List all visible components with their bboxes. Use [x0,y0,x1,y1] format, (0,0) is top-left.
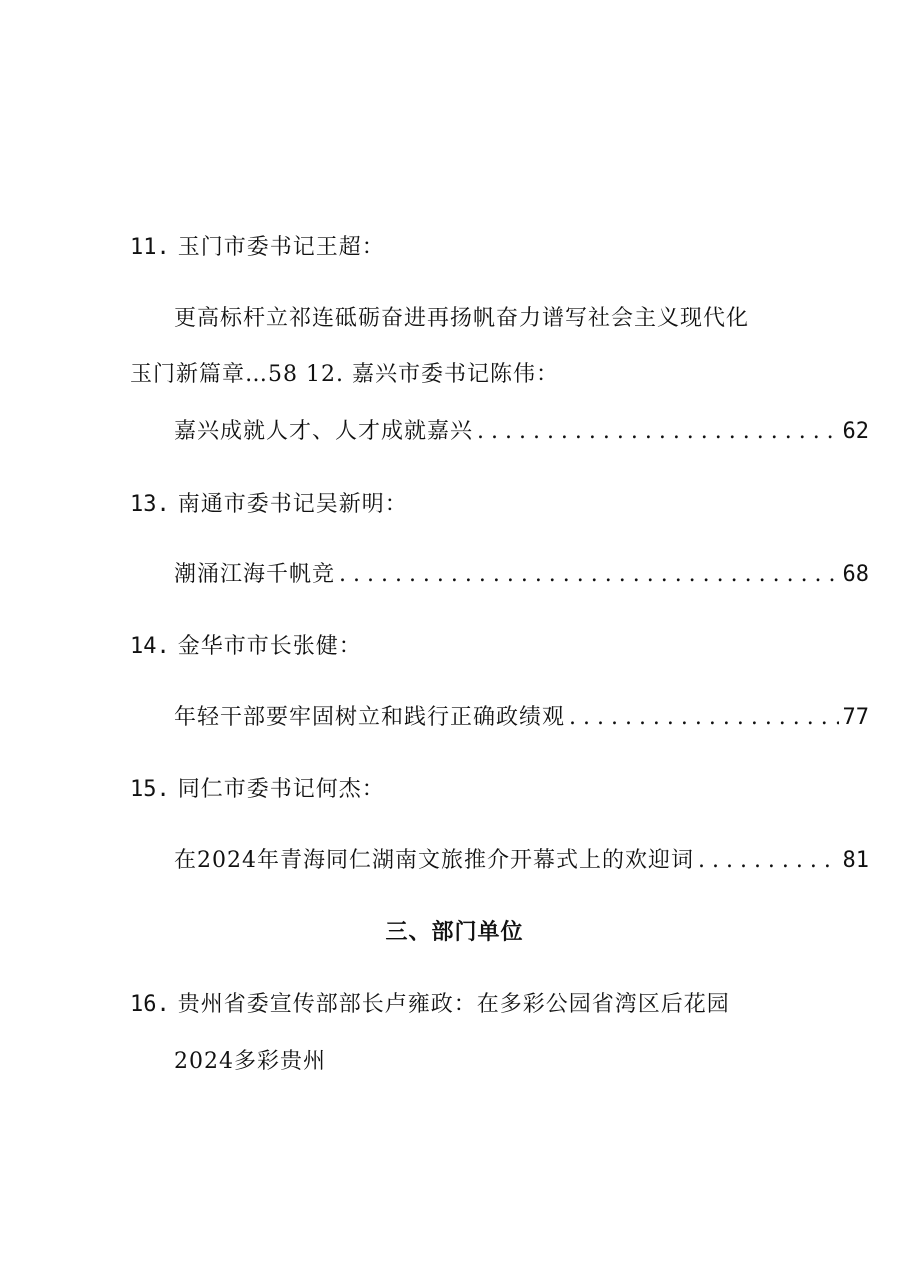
entry-author-and-title: 贵州省委宣传部部长卢雍政：在多彩公园省湾区后花园 [177,992,730,1017]
toc-entry-heading [130,490,408,520]
entry-author: 同仁市委书记何杰： [177,777,385,802]
entry-number: 16. [130,992,170,1017]
entry-author: 玉门市委书记王超： [177,235,385,260]
entry-author: 金华市市长张健： [177,634,362,659]
toc-entry-row[interactable] [174,417,869,447]
toc-entry-row[interactable] [174,560,869,590]
entry-number: 11. [130,235,170,260]
toc-entry-title-continuation[interactable]: 2024多彩贵州 [174,1049,326,1074]
toc-entry-row[interactable] [174,703,869,733]
toc-entry-title[interactable]: 更高标杆立祁连砥砺奋进再扬帆奋力谱写社会主义现代化 [174,306,750,331]
entry-author: 南通市委书记吴新明： [177,492,408,517]
page-number: 68 [842,562,869,587]
dot-leader [698,846,839,876]
toc-entry-title: 潮涌江海千帆竞 [174,562,336,587]
entry-number: 14. [130,634,170,659]
page-number: 77 [842,705,869,730]
toc-entry-heading [130,775,385,805]
dot-leader [569,703,838,733]
dot-leader [339,560,838,590]
toc-entry-title-continuation[interactable]: 玉门新篇章…58 12. 嘉兴市委书记陈伟： [130,362,559,387]
section-heading: 三、部门单位 [385,920,524,945]
toc-entry-heading[interactable] [130,990,730,1020]
entry-number: 13. [130,492,170,517]
entry-number: 15. [130,777,170,802]
toc-entry-heading [130,233,385,263]
toc-entry-row[interactable] [174,846,869,876]
toc-entry-title: 嘉兴成就人才、人才成就嘉兴 [174,419,474,444]
page-number: 81 [842,848,869,873]
dot-leader [477,417,838,447]
toc-entry-heading [130,632,362,662]
toc-entry-title: 在2024年青海同仁湖南文旅推介开幕式上的欢迎词 [174,848,694,873]
page-number: 62 [842,419,869,444]
toc-entry-title: 年轻干部要牢固树立和践行正确政绩观 [174,705,566,730]
